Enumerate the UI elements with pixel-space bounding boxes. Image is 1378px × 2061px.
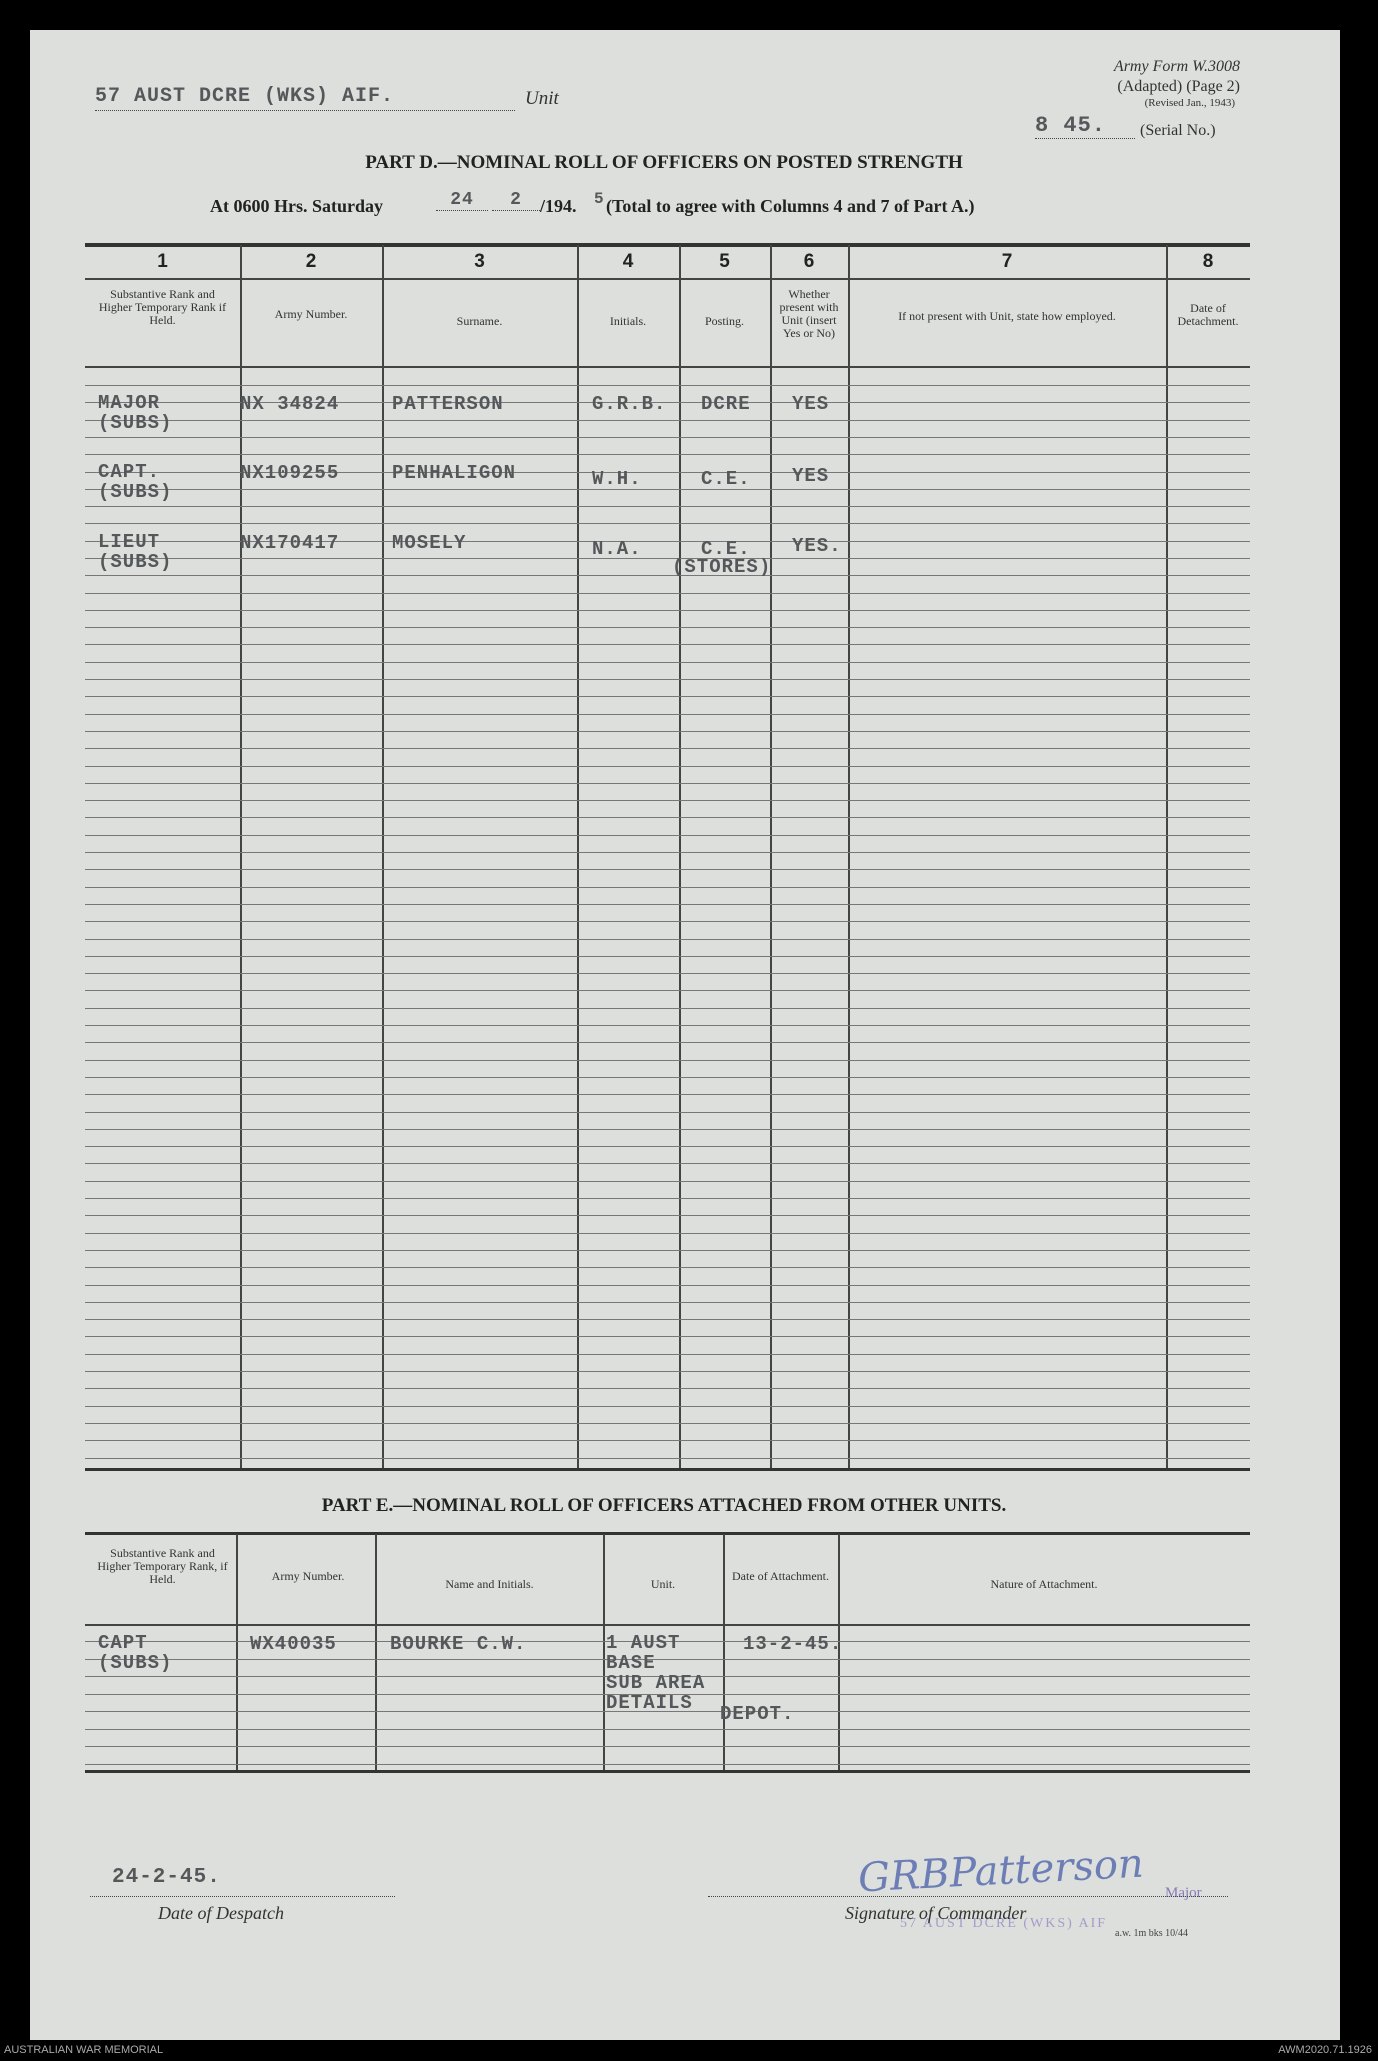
col-header-detachment: Date of Detachment. [1177,301,1239,328]
row-3-posting: C.E. [701,538,751,560]
month-value: 2 [492,190,540,211]
ruled-line [85,1267,1250,1268]
ruled-line [85,489,1250,490]
header-rule [85,366,1250,368]
ruled-line [85,869,1250,870]
credit-left: AUSTRALIAN WAR MEMORIAL [4,2044,164,2056]
ruled-line [85,627,1250,628]
ruled-line [85,766,1250,767]
ruled-line [85,1458,1250,1459]
ruled-line [85,454,1250,455]
e-col-divider [723,1534,725,1771]
part-d-bottom-rule [85,1468,1250,1471]
col-number-6: 6 [803,251,815,272]
serial-value: 8 45. [1035,113,1135,139]
unit-value: 57 AUST DCRE (WKS) AIF. [95,85,515,111]
ruled-line [85,1112,1250,1113]
ruled-line [85,956,1250,957]
col-header-army-number: Army Number. [274,307,348,321]
col-header-rank: Substantive Rank and Higher Temporary Rank if Held. [98,287,227,327]
ruled-line [85,887,1250,888]
ruled-line [85,731,1250,732]
col-number-8: 8 [1202,251,1214,272]
part-d-title: PART D.—NOMINAL ROLL OF OFFICERS ON POSTED STRENGTH [365,152,963,173]
ruled-line [85,385,1250,386]
ruled-line [85,1746,1250,1747]
ruled-line [85,1250,1250,1251]
row-2-rank-line2: (SUBS) [98,481,173,503]
signature-label: Signature of Commander [845,1903,1027,1923]
e-row-unit [606,1633,705,1713]
col-divider [848,245,850,1470]
col-divider [382,245,384,1470]
row-2-number: NX109255 [240,462,340,484]
ruled-line [85,1181,1250,1182]
col-header-posting: Posting. [704,314,744,328]
ruled-line [85,1423,1250,1424]
row-3-rank-line1: LIEUT [98,531,161,553]
col-divider [679,245,681,1470]
ruled-line [85,1060,1250,1061]
col-number-1: 1 [157,251,168,272]
e-col-divider [236,1534,238,1771]
row-2-initials: W.H. [592,468,642,490]
ruled-line [85,1042,1250,1043]
row-1-surname: PATTERSON [392,393,504,415]
row-3-posting-sub: (STORES) [672,556,772,578]
e-col-header-unit: Unit. [650,1577,676,1591]
part-e-top-rule [85,1532,1250,1535]
part-e-header-rule [85,1624,1250,1626]
e-row-unit-line3: SUB AREA [606,1672,706,1694]
ruled-line [85,904,1250,905]
credit-right: AWM2020.71.1926 [1278,2044,1372,2056]
part-d-top-rule [85,243,1250,247]
col-header-employed: If not present with Unit, state how employed. [898,309,1116,323]
day-value: 24 [436,190,488,211]
e-row-rank-line1: CAPT [98,1632,148,1654]
ruled-line [85,696,1250,697]
unit-stamp: 57 AUST DCRE (WKS) AIF [900,1916,1108,1931]
ruled-line [85,1025,1250,1026]
despatch-rule [90,1896,395,1897]
ruled-line [85,1371,1250,1372]
ruled-line [85,662,1250,663]
e-row-date: 13-2-45. [743,1633,843,1655]
e-col-divider [603,1534,605,1771]
unit-label: Unit [525,88,559,109]
ruled-line [85,575,1250,576]
row-2-rank [98,462,172,502]
e-row-name: BOURKE C.W. [390,1633,527,1655]
serial-label: (Serial No.) [1140,122,1216,139]
col-number-3: 3 [474,251,485,272]
e-row-rank [98,1633,172,1673]
ruled-line [85,852,1250,853]
ruled-line [85,835,1250,836]
ruled-line [85,1764,1250,1765]
ruled-line [85,1077,1250,1078]
e-col-header-rank: Substantive Rank and Higher Temporary Rank, if Held. [97,1546,228,1586]
row-1-number: NX 34824 [240,393,340,415]
row-3-initials: N.A. [592,538,642,560]
ruled-line [85,939,1250,940]
ruled-line [85,921,1250,922]
col-divider [1166,245,1168,1470]
ruled-line [85,1388,1250,1389]
e-col-header-name: Name and Initials. [445,1577,534,1591]
ruled-line [85,748,1250,749]
row-3-rank [98,532,172,572]
row-1-rank-line2: (SUBS) [98,412,173,434]
e-row-number: WX40035 [250,1633,337,1655]
e-row-rank-line2: (SUBS) [98,1652,173,1674]
part-e-title: PART E.—NOMINAL ROLL OF OFFICERS ATTACHED FROM OTHER UNITS. [321,1495,1007,1516]
ruled-line [85,437,1250,438]
ruled-line [85,783,1250,784]
signature-rule [708,1896,1228,1897]
row-2-rank-line1: CAPT. [98,461,161,483]
ruled-line [85,644,1250,645]
ruled-line [85,506,1250,507]
col-header-initials: Initials. [609,314,647,328]
ruled-line [85,593,1250,594]
row-2-present: YES [792,465,830,487]
e-col-header-nature: Nature of Attachment. [990,1577,1098,1591]
form-number: Army Form W.3008 [1113,58,1240,75]
ruled-line [85,1146,1250,1147]
ruled-line [85,610,1250,611]
e-row-depot: DEPOT. [720,1703,795,1725]
ruled-line [85,1354,1250,1355]
ruled-line [85,1008,1250,1009]
at-text: At 0600 Hrs. Saturday [210,196,384,216]
ruled-line [85,1302,1250,1303]
ruled-line [85,1094,1250,1095]
row-3-surname: MOSELY [392,532,467,554]
col-divider [577,245,579,1470]
ruled-line [85,1163,1250,1164]
ruled-line [85,714,1250,715]
form-adapted: (Adapted) (Page 2) [1117,78,1240,95]
col-divider [240,245,242,1470]
ruled-line [85,800,1250,801]
ruled-line [85,1233,1250,1234]
col-number-7: 7 [1001,251,1013,272]
row-3-number: NX170417 [240,532,340,554]
row-1-posting: DCRE [701,393,751,415]
row-1-rank-line1: MAJOR [98,392,161,414]
row-1-present: YES [792,393,830,415]
e-row-unit-line1: 1 AUST [606,1632,681,1654]
ruled-line [85,1440,1250,1441]
ruled-line [85,1319,1250,1320]
ruled-line [85,1285,1250,1286]
year-prefix: /194. [540,196,577,216]
col-number-2: 2 [305,251,317,272]
ruled-line [85,973,1250,974]
col-number-4: 4 [622,251,634,272]
year-suffix: 5 [594,190,605,208]
ruled-line [85,420,1250,421]
print-code: a.w. 1m bks 10/44 [1115,1928,1188,1939]
despatch-date: 24-2-45. [112,1866,221,1889]
form-sheet [30,30,1340,2040]
ruled-line [85,990,1250,991]
row-2-posting: C.E. [701,468,751,490]
e-row-unit-line4: DETAILS [606,1692,693,1714]
e-row-unit-line2: BASE [606,1652,656,1674]
row-1-initials: G.R.B. [592,393,667,415]
ruled-line [85,1406,1250,1407]
row-2-surname: PENHALIGON [392,462,517,484]
colnum-rule [85,278,1250,280]
e-col-header-date: Date of Attachment. [732,1569,829,1583]
ruled-line [85,1729,1250,1730]
row-1-rank [98,393,172,433]
ruled-line [85,817,1250,818]
e-col-divider [375,1534,377,1771]
row-3-present: YES. [792,535,842,557]
signature-rank: Major [1165,1885,1202,1901]
col-header-present: Whether present with Unit (insert Yes or No) [779,287,839,340]
ruled-line [85,1198,1250,1199]
ruled-line [85,1336,1250,1337]
total-text: (Total to agree with Columns 4 and 7 of Part A.) [606,196,975,216]
ruled-line [85,558,1250,559]
ruled-line [85,1129,1250,1130]
col-divider [770,245,772,1470]
col-header-surname: Surname. [456,314,503,328]
ruled-line [85,1215,1250,1216]
row-3-rank-line2: (SUBS) [98,551,173,573]
commander-signature: GRBPatterson [856,1840,1145,1902]
despatch-label: Date of Despatch [158,1903,284,1923]
ruled-line [85,523,1250,524]
form-revised: (Revised Jan., 1943) [1144,97,1235,109]
ruled-line [85,679,1250,680]
part-e-bottom-rule [85,1770,1250,1773]
e-col-header-army-number: Army Number. [271,1569,345,1583]
col-number-5: 5 [719,251,730,272]
